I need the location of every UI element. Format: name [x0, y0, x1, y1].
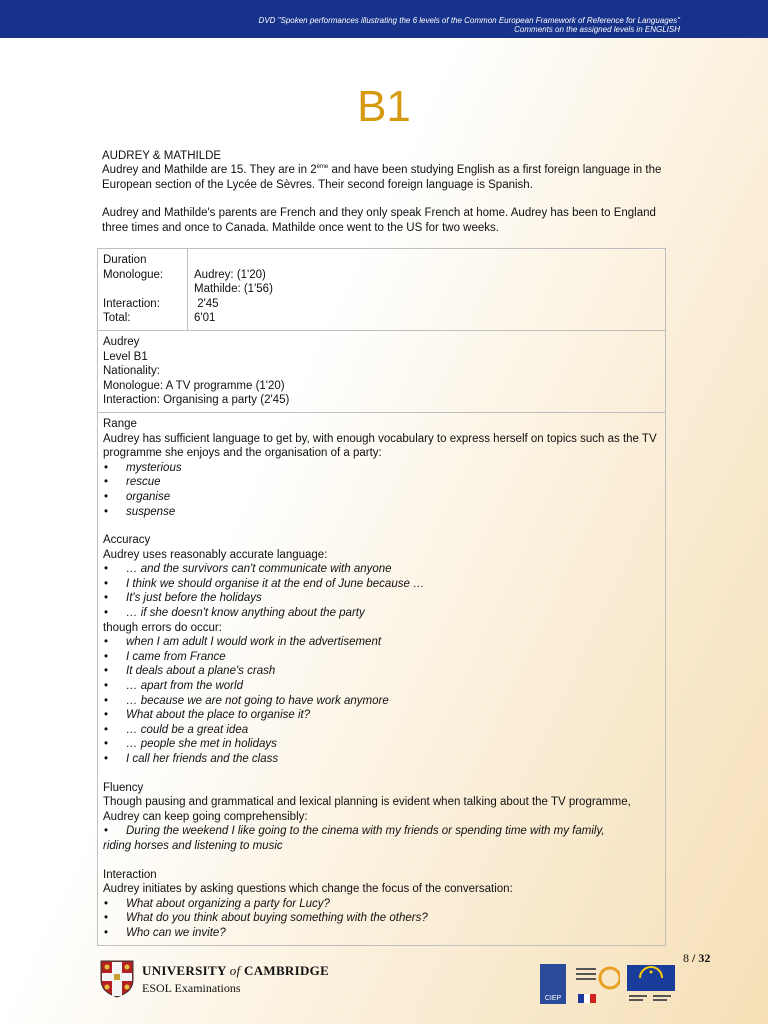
intro-p1-superscript: ème: [316, 164, 329, 171]
total-value: 6'01: [194, 312, 216, 325]
interaction-list: [103, 897, 660, 941]
interaction-label: Interaction:: [103, 297, 160, 310]
fluency-list: [103, 824, 660, 839]
errors-list: [103, 635, 660, 766]
list-item: • rescue: [103, 475, 660, 490]
candidate-nationality: Nationality:: [103, 365, 160, 378]
intro-paragraph-2: Audrey and Mathilde's parents are French and they only speak French at home. Audrey has been to England three times and once to Canada. Mathilde once went to the US for two weeks.: [102, 207, 656, 234]
accuracy-list: [103, 562, 660, 620]
list-item: • I call her friends and the class: [103, 752, 660, 767]
accuracy-title: Accuracy: [103, 534, 151, 547]
candidate-name: Audrey: [103, 335, 140, 348]
ciep-text: CIEP: [544, 995, 562, 1002]
ciep-logo-icon: [540, 964, 566, 1004]
list-item: • … if she doesn't know anything about the party: [103, 606, 660, 621]
list-item: • I think we should organise it at the end of June because …: [103, 577, 660, 592]
range-title: Range: [103, 417, 137, 430]
cambridge-word-cambridge: CAMBRIDGE: [244, 962, 330, 978]
comments-row: [98, 413, 665, 945]
interaction-title: Interaction: [103, 868, 157, 881]
fluency-text: Though pausing and grammatical and lexical planning is evident when talking about the TV programme, Audrey can keep going comprehensibly:: [103, 796, 631, 823]
list-item: • … people she met in holidays: [103, 737, 660, 752]
duration-title: Duration: [103, 254, 147, 266]
intro-p1-part-a: Audrey and Mathilde are 15. They are in 2: [102, 164, 317, 177]
list-item: • What do you think about buying something with the others?: [103, 911, 660, 926]
interaction-value: 2'45: [194, 297, 219, 310]
fluency-item-continuation: riding horses and listening to music: [103, 839, 283, 852]
list-item: • … and the survivors can't communicate with anyone: [103, 562, 660, 577]
ministere-logo-icon: [572, 964, 620, 1006]
esol-examinations: ESOL Examinations: [142, 980, 241, 995]
duration-labels: [98, 249, 188, 330]
candidate-row: [98, 331, 665, 413]
fluency-title: Fluency: [103, 781, 144, 794]
partner-logos: [540, 964, 676, 1006]
total-label: Total:: [103, 312, 131, 325]
page-total: / 32: [692, 951, 711, 965]
monologue-label: Monologue:: [103, 268, 164, 281]
range-text: Audrey has sufficient language to get by, with enough vocabulary to express herself on topics such as the TV programme she enjoys and the organisation of a party:: [103, 432, 657, 460]
interaction-text: Audrey initiates by asking questions which change the focus of the conversation:: [103, 883, 513, 896]
intro-section: [102, 149, 662, 235]
header-line-2: Comments on the assigned levels in ENGLISH: [514, 25, 680, 34]
assessment-table: [97, 248, 666, 946]
list-item: • During the weekend I like going to the cinema with my friends or spending time with my family,: [103, 824, 660, 839]
candidate-interaction: Interaction: Organising a party (2'45): [103, 394, 290, 407]
page-number: [683, 951, 710, 966]
list-item: • … could be a great idea: [103, 723, 660, 738]
document-header: [0, 0, 768, 38]
cambridge-word-of: of: [229, 962, 241, 978]
list-item: • What about organizing a party for Lucy?: [103, 897, 660, 912]
accuracy-text: Audrey uses reasonably accurate language:: [103, 548, 328, 561]
list-item: • It deals about a plane's crash: [103, 664, 660, 679]
intro-paragraph-1: [102, 163, 662, 192]
candidate-level: Level B1: [103, 350, 148, 363]
monologue-audrey-value: Audrey: (1'20): [194, 268, 266, 281]
list-item: • when I am adult I would work in the advertisement: [103, 635, 660, 650]
duration-row: [98, 249, 665, 331]
level-title: B1: [357, 82, 411, 131]
list-item: • I came from France: [103, 650, 660, 665]
list-item: • organise: [103, 490, 660, 505]
range-list: [103, 461, 660, 519]
duration-values: [188, 249, 273, 330]
errors-text: though errors do occur:: [103, 621, 222, 634]
cambridge-name: [142, 963, 329, 979]
list-item: • Who can we invite?: [103, 926, 660, 941]
list-item: • suspense: [103, 505, 660, 520]
cambridge-logo: [100, 960, 329, 998]
cambridge-crest-icon: [100, 960, 134, 998]
monologue-mathilde-value: Mathilde: (1'56): [194, 283, 273, 296]
page-current: 8: [683, 951, 689, 965]
list-item: • … because we are not going to have work anymore: [103, 694, 660, 709]
list-item: • It's just before the holidays: [103, 591, 660, 606]
intro-p1-part-b: and have been studying English as a first foreign language in the European section of the Lycée de Sèvres. Their second foreign language is Spanish.: [102, 164, 662, 191]
candidate-monologue: Monologue: A TV programme (1'20): [103, 379, 285, 392]
list-item: • … apart from the world: [103, 679, 660, 694]
council-of-europe-logo-icon: [626, 964, 676, 1004]
list-item: • mysterious: [103, 461, 660, 476]
header-line-1: DVD "Spoken performances illustrating the 6 levels of the Common European Framework of Reference for Languages": [258, 16, 680, 25]
cambridge-word-university: UNIVERSITY: [142, 962, 227, 978]
intro-heading: AUDREY & MATHILDE: [102, 150, 222, 162]
list-item: • What about the place to organise it?: [103, 708, 660, 723]
